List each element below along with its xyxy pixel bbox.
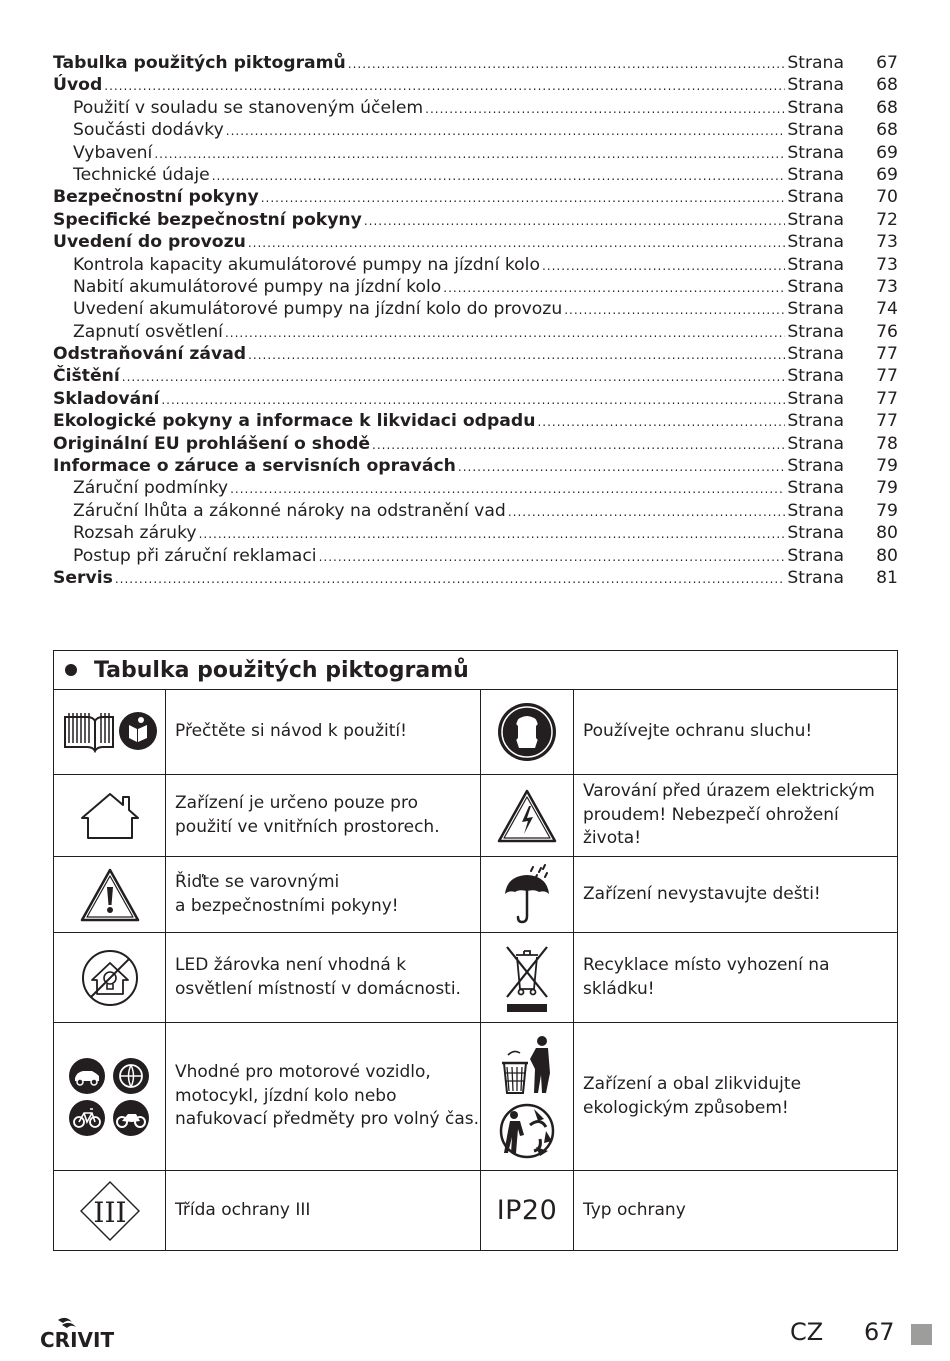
pictogram-table-title: Tabulka použitých piktogramů — [94, 657, 469, 683]
toc-entry-title: Originální EU prohlášení o shodě — [53, 433, 371, 454]
toc-dot-leader — [226, 120, 786, 142]
ip20-icon — [481, 1171, 574, 1250]
toc-entry-strana: Strana — [787, 500, 844, 521]
toc-entry — [53, 343, 898, 365]
toc-dot-leader — [508, 501, 786, 523]
toc-entry — [53, 164, 898, 186]
page-marker-square — [911, 1324, 932, 1345]
toc-entry — [53, 388, 898, 410]
toc-entry-strana: Strana — [787, 321, 844, 342]
toc-entry-page: 73 — [876, 276, 898, 297]
toc-dot-leader — [458, 456, 785, 478]
toc-entry-page: 73 — [876, 254, 898, 275]
ip20-symbol: IP20 — [496, 1195, 558, 1226]
pictogram-text: Přečtěte si návod k použití! — [166, 690, 481, 774]
toc-entry-title: Ekologické pokyny a informace k likvidaci odpadu — [53, 411, 536, 432]
toc-entry-strana: Strana — [787, 299, 844, 320]
toc-entry — [53, 254, 898, 276]
toc-entry-title: Rozsah záruky — [73, 523, 197, 544]
pictogram-text: Třída ochrany III — [166, 1171, 481, 1250]
hearing-protection-icon — [481, 690, 574, 774]
toc-entry-page: 80 — [876, 523, 898, 544]
toc-entry-title: Nabití akumulátorové pumpy na jízdní kolo — [73, 276, 442, 297]
pictogram-row — [54, 933, 897, 1023]
toc-entry-title: Odstraňování závad — [53, 344, 247, 365]
crossed-bin-icon — [481, 933, 574, 1022]
toc-entry-title: Uvedení akumulátorové pumpy na jízdní kolo do provozu — [73, 299, 563, 320]
table-of-contents — [53, 52, 898, 589]
toc-dot-leader — [161, 389, 785, 411]
toc-entry-title: Specifické bezpečnostní pokyny — [53, 209, 362, 230]
toc-entry-page: 78 — [876, 433, 898, 454]
toc-entry — [53, 276, 898, 298]
pictogram-table — [53, 650, 898, 1251]
toc-entry — [53, 365, 898, 387]
brand-logo-text: CRIVIT — [40, 1328, 115, 1352]
toc-entry-page: 73 — [876, 232, 898, 253]
toc-entry-strana: Strana — [787, 545, 844, 566]
toc-entry-title: Použití v souladu se stanoveným účelem — [73, 97, 424, 118]
toc-dot-leader — [425, 98, 785, 120]
toc-dot-leader — [319, 546, 786, 568]
toc-entry-page: 68 — [876, 75, 898, 96]
toc-entry — [53, 52, 898, 74]
toc-entry-page: 77 — [876, 366, 898, 387]
protection-class-iii-icon — [54, 1171, 166, 1250]
toc-entry-title: Bezpečnostní pokyny — [53, 187, 259, 208]
toc-dot-leader — [248, 232, 785, 254]
toc-entry-page: 69 — [876, 142, 898, 163]
toc-entry-title: Skladování — [53, 388, 160, 409]
toc-entry-strana: Strana — [787, 97, 844, 118]
toc-entry — [53, 477, 898, 499]
toc-dot-leader — [542, 255, 785, 277]
warning-triangle-icon — [54, 857, 166, 932]
toc-entry-page: 77 — [876, 344, 898, 365]
toc-entry — [53, 298, 898, 320]
toc-entry-title: Záruční podmínky — [73, 478, 229, 499]
toc-entry-title: Tabulka použitých piktogramů — [53, 53, 346, 73]
toc-entry-strana: Strana — [787, 120, 844, 141]
toc-entry — [53, 567, 898, 589]
toc-entry-strana: Strana — [787, 344, 844, 365]
toc-dot-leader — [212, 165, 786, 187]
toc-entry-page: 79 — [876, 478, 898, 499]
toc-entry-title: Vybavení — [73, 142, 153, 163]
toc-entry — [53, 97, 898, 119]
indoor-house-icon — [54, 775, 166, 856]
toc-dot-leader — [348, 53, 786, 75]
toc-entry — [53, 522, 898, 544]
toc-entry-strana: Strana — [787, 232, 844, 253]
pictogram-row — [54, 857, 897, 933]
toc-entry-title: Servis — [53, 567, 113, 588]
pictogram-row — [54, 1023, 897, 1171]
toc-entry-page: 72 — [876, 209, 898, 230]
toc-entry-title: Čištění — [53, 366, 120, 387]
toc-entry — [53, 410, 898, 432]
toc-entry-title: Úvod — [53, 75, 103, 96]
pictogram-text: Používejte ochranu sluchu! — [583, 721, 813, 742]
toc-dot-leader — [261, 187, 786, 209]
pictogram-text: Zařízení nevystavujte dešti! — [583, 883, 821, 904]
toc-dot-leader — [364, 210, 785, 232]
toc-entry-page: 81 — [876, 567, 898, 588]
toc-entry-strana: Strana — [787, 411, 844, 432]
toc-entry — [53, 142, 898, 164]
toc-entry-page: 67 — [876, 53, 898, 73]
toc-entry — [53, 231, 898, 253]
bullet-icon — [65, 664, 77, 676]
toc-dot-leader — [122, 366, 786, 388]
toc-entry-strana: Strana — [787, 75, 844, 96]
toc-entry-page: 77 — [876, 411, 898, 432]
toc-entry — [53, 74, 898, 96]
pictogram-text: Vhodné pro motorové vozidlo, motocykl, jízdní kolo nebo nafukovací předměty pro volný čas. — [166, 1023, 481, 1170]
pictogram-text: Zařízení je určeno pouze pro použití ve vnitřních prostorech. — [166, 775, 481, 856]
toc-entry — [53, 321, 898, 343]
toc-entry — [53, 186, 898, 208]
toc-entry-page: 79 — [876, 500, 898, 521]
toc-entry — [53, 500, 898, 522]
no-room-lighting-icon — [54, 933, 166, 1022]
toc-entry-page: 80 — [876, 545, 898, 566]
toc-entry-strana: Strana — [787, 567, 844, 588]
vehicles-icon — [54, 1023, 166, 1170]
pictogram-text: Typ ochrany — [583, 1199, 686, 1220]
toc-entry — [53, 119, 898, 141]
toc-entry-strana: Strana — [787, 276, 844, 297]
toc-dot-leader — [537, 411, 785, 433]
toc-dot-leader — [115, 568, 785, 590]
pictogram-row — [54, 775, 897, 857]
protection-class-symbol: III — [92, 1195, 127, 1229]
toc-entry-strana: Strana — [787, 142, 844, 163]
language-code: CZ — [790, 1318, 824, 1346]
dispose-recycle-icon — [481, 1023, 574, 1170]
toc-entry-title: Zapnutí osvětlení — [73, 321, 223, 342]
pictogram-row — [54, 1171, 897, 1250]
toc-entry-title: Postup při záruční reklamaci — [73, 545, 317, 566]
toc-entry — [53, 433, 898, 455]
toc-entry — [53, 545, 898, 567]
pictogram-table-header — [54, 651, 897, 690]
toc-entry-strana: Strana — [787, 456, 844, 477]
toc-entry-page: 77 — [876, 388, 898, 409]
toc-entry-title: Záruční lhůta a zákonné nároky na odstranění vad — [73, 500, 506, 521]
toc-dot-leader — [225, 322, 785, 344]
toc-entry-title: Technické údaje — [73, 164, 210, 185]
toc-entry — [53, 455, 898, 477]
toc-entry-title: Součásti dodávky — [73, 120, 224, 141]
toc-entry-strana: Strana — [787, 523, 844, 544]
toc-entry-page: 68 — [876, 120, 898, 141]
toc-entry-page: 74 — [876, 299, 898, 320]
toc-entry-title: Informace o záruce a servisních opravách — [53, 456, 456, 477]
toc-dot-leader — [248, 344, 785, 366]
toc-entry-strana: Strana — [787, 388, 844, 409]
toc-dot-leader — [230, 478, 785, 500]
toc-entry-title: Uvedení do provozu — [53, 232, 246, 253]
pictogram-text: Varování před úrazem elektrickým proudem! Nebezpečí ohrožení života! — [583, 781, 875, 849]
toc-entry-page: 79 — [876, 456, 898, 477]
toc-dot-leader — [372, 434, 785, 456]
toc-entry-title: Kontrola kapacity akumulátorové pumpy na jízdní kolo — [73, 254, 540, 275]
toc-dot-leader — [564, 299, 785, 321]
umbrella-rain-icon — [481, 857, 574, 932]
toc-entry-strana: Strana — [787, 478, 844, 499]
toc-dot-leader — [104, 75, 785, 97]
toc-entry — [53, 209, 898, 231]
toc-dot-leader — [154, 143, 785, 165]
toc-entry-strana: Strana — [787, 366, 844, 387]
toc-entry-page: 69 — [876, 164, 898, 185]
page-number: 67 — [864, 1318, 895, 1346]
pictogram-text: Řiďte se varovnými a bezpečnostními pokyny! — [166, 857, 481, 932]
pictogram-row — [54, 690, 897, 775]
toc-entry-strana: Strana — [787, 433, 844, 454]
toc-entry-page: 76 — [876, 321, 898, 342]
pictogram-text: Zařízení a obal zlikvidujte ekologickým způsobem! — [583, 1074, 802, 1118]
toc-dot-leader — [199, 523, 786, 545]
toc-entry-strana: Strana — [787, 187, 844, 208]
toc-entry-strana: Strana — [787, 164, 844, 185]
toc-entry-strana: Strana — [787, 254, 844, 275]
electric-shock-warning-icon — [481, 775, 574, 856]
pictogram-text: Recyklace místo vyhození na skládku! — [583, 955, 830, 999]
toc-entry-strana: Strana — [787, 209, 844, 230]
toc-entry-page: 70 — [876, 187, 898, 208]
pictogram-text: LED žárovka není vhodná k osvětlení místností v domácnosti. — [166, 933, 481, 1022]
toc-entry-strana: Strana — [787, 53, 844, 73]
toc-entry-page: 68 — [876, 97, 898, 118]
toc-dot-leader — [443, 277, 785, 299]
manual-book-icon — [54, 690, 166, 774]
